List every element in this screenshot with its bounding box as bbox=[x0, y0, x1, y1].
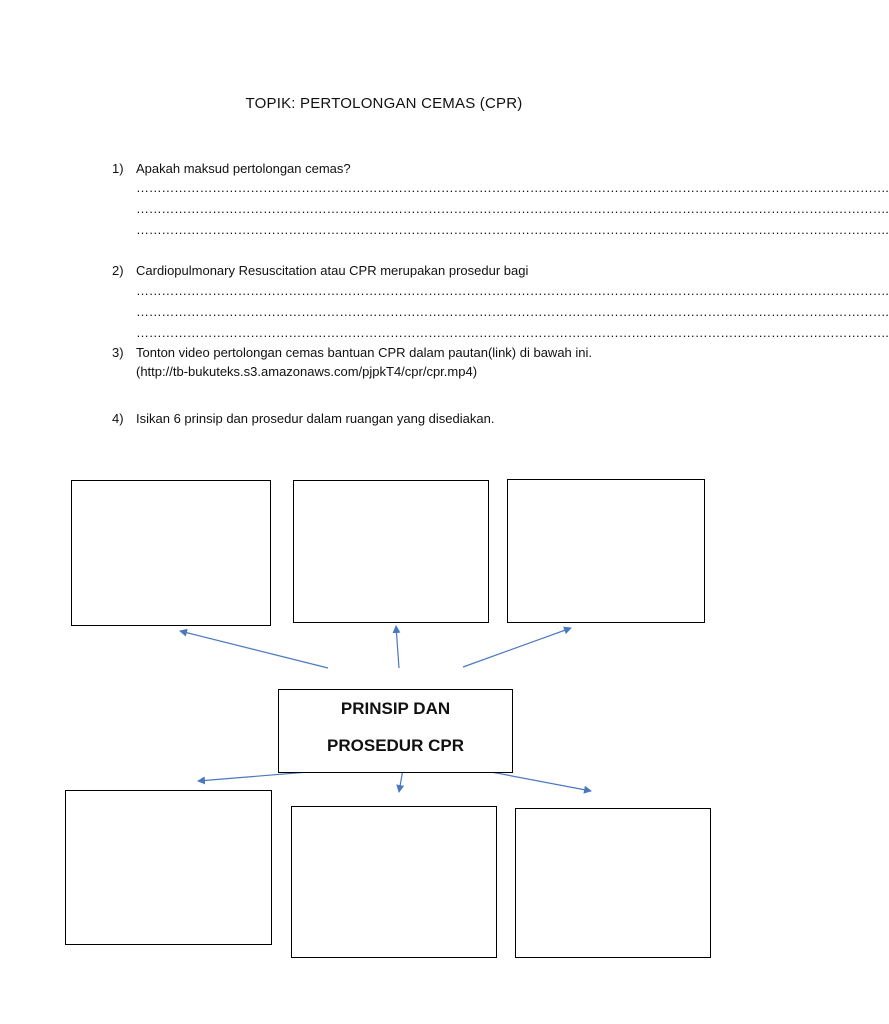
page-title: TOPIK: PERTOLONGAN CEMAS (CPR) bbox=[245, 95, 523, 112]
answer-line[interactable]: ……………………………………………………………………………………………………………………………………………………………. bbox=[136, 304, 889, 319]
answer-line[interactable]: ……………………………………………………………………………………………………………………………………………………………. bbox=[136, 201, 889, 216]
answer-box-top-right[interactable] bbox=[507, 479, 705, 623]
arrow-to-box-top-left bbox=[180, 631, 328, 668]
answer-box-top-center[interactable] bbox=[293, 480, 489, 623]
question-text: Cardiopulmonary Resuscitation atau CPR merupakan prosedur bagi bbox=[136, 263, 529, 278]
answer-line[interactable]: ……………………………………………………………………………………………………………………………………………………………. bbox=[136, 283, 889, 298]
question-text: Apakah maksud pertolongan cemas? bbox=[136, 161, 351, 176]
question-number: 4) bbox=[112, 411, 124, 426]
arrow-to-box-top-right bbox=[463, 628, 571, 667]
center-title-line2: PROSEDUR CPR bbox=[327, 736, 464, 755]
question-number: 2) bbox=[112, 263, 124, 278]
answer-line[interactable]: ……………………………………………………………………………………………………………………………………………………………. bbox=[136, 180, 889, 195]
question-text: Isikan 6 prinsip dan prosedur dalam ruangan yang disediakan. bbox=[136, 411, 495, 426]
question-number: 1) bbox=[112, 161, 124, 176]
center-concept-box bbox=[278, 689, 513, 773]
answer-box-bottom-center[interactable] bbox=[291, 806, 497, 958]
video-link[interactable]: (http://tb-bukuteks.s3.amazonaws.com/pjpkT4/cpr/cpr.mp4) bbox=[136, 364, 478, 379]
answer-line[interactable]: ……………………………………………………………………………………………………………………………………………………………. bbox=[136, 325, 889, 340]
center-title-line1: PRINSIP DAN bbox=[340, 699, 451, 718]
answer-box-top-left[interactable] bbox=[71, 480, 271, 626]
answer-box-bottom-right[interactable] bbox=[515, 808, 711, 958]
question-text: Tonton video pertolongan cemas bantuan CPR dalam pautan(link) di bawah ini. bbox=[136, 345, 593, 360]
arrow-to-box-top-center bbox=[396, 626, 399, 668]
answer-line[interactable]: ……………………………………………………………………………………………………………………………………………………………. bbox=[136, 222, 889, 237]
question-number: 3) bbox=[112, 345, 124, 360]
answer-box-bottom-left[interactable] bbox=[65, 790, 272, 945]
